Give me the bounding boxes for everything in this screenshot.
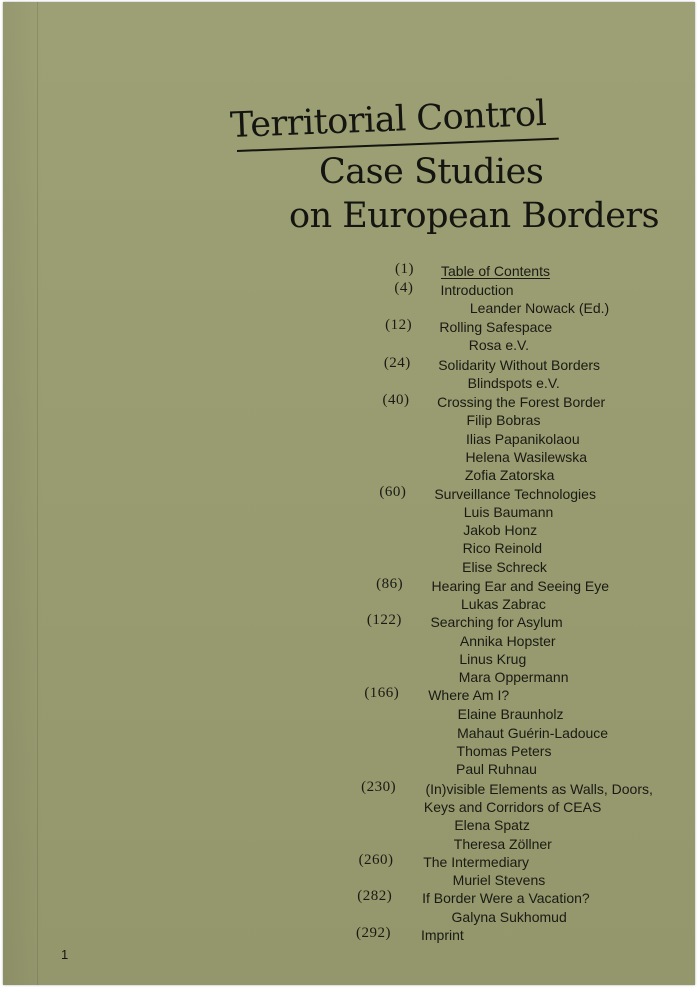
table-of-contents xyxy=(3,2,695,985)
toc-page-number: (12) xyxy=(385,317,413,333)
toc-author: Leander Nowack (Ed.) xyxy=(469,300,610,316)
toc-author: Lukas Zabrac xyxy=(461,596,546,612)
book-page xyxy=(3,2,695,985)
toc-page-number: (292) xyxy=(356,925,391,941)
toc-author: Blindspots e.V. xyxy=(467,375,560,391)
toc-entry-title: Where Am I? xyxy=(428,687,510,703)
toc-author: Thomas Peters xyxy=(456,743,552,759)
toc-page-number: (230) xyxy=(361,779,397,795)
toc-author: Zofia Zatorska xyxy=(464,467,555,483)
toc-entry-title: (In)visible Elements as Walls, Doors, xyxy=(425,781,653,797)
title-line-1: Territorial Control xyxy=(229,93,547,146)
toc-page-number: (60) xyxy=(379,484,407,500)
toc-author: Luis Baumann xyxy=(463,504,554,520)
toc-page-number: (4) xyxy=(394,280,414,296)
toc-author: Mara Oppermann xyxy=(458,669,569,685)
title-line-3: on European Borders xyxy=(289,196,660,236)
toc-page-number: (40) xyxy=(382,392,410,408)
toc-entry-title: If Border Were a Vacation? xyxy=(422,890,590,906)
toc-page-number: (1) xyxy=(395,261,414,277)
toc-page-number: (86) xyxy=(376,576,404,592)
toc-author: Rosa e.V. xyxy=(468,337,529,353)
toc-author: Ilias Papanikolaou xyxy=(466,431,580,447)
toc-page-number: (24) xyxy=(383,355,411,371)
toc-author: Elise Schreck xyxy=(462,559,547,575)
toc-author: Elena Spatz xyxy=(454,817,530,833)
toc-author: Mahaut Guérin-Ladouce xyxy=(457,725,609,741)
toc-author: Muriel Stevens xyxy=(452,872,546,888)
toc-author: Paul Ruhnau xyxy=(456,761,537,777)
toc-author: Helena Wasilewska xyxy=(465,449,588,465)
toc-entry-title: Imprint xyxy=(421,927,464,943)
toc-entry-title: Solidarity Without Borders xyxy=(438,357,601,373)
toc-entry-title: Table of Contents xyxy=(441,263,550,279)
toc-entry-title: Searching for Asylum xyxy=(430,614,563,630)
toc-author: Elaine Braunholz xyxy=(457,706,564,722)
toc-author: Filip Bobras xyxy=(466,412,541,428)
toc-entry-title: Keys and Corridors of CEAS xyxy=(423,799,602,815)
toc-entry-title: Rolling Safespace xyxy=(439,319,553,335)
toc-page-number: (166) xyxy=(364,685,400,701)
toc-entry-title: Surveillance Technologies xyxy=(434,486,596,502)
toc-author: Linus Krug xyxy=(459,651,527,667)
toc-entry-title: The Intermediary xyxy=(423,854,530,870)
toc-page-number: (260) xyxy=(358,852,394,868)
toc-author: Theresa Zöllner xyxy=(453,836,552,852)
toc-author: Annika Hopster xyxy=(459,633,556,649)
toc-page-number: (122) xyxy=(366,612,402,628)
title-line-2: Case Studies xyxy=(319,152,544,192)
toc-page-number: (282) xyxy=(357,888,393,904)
page-number: 1 xyxy=(61,947,69,962)
toc-author: Rico Reinold xyxy=(462,540,543,556)
toc-author: Galyna Sukhomud xyxy=(451,909,567,925)
toc-author: Jakob Honz xyxy=(463,522,538,538)
toc-entry-title: Introduction xyxy=(440,282,514,298)
toc-entry-title: Hearing Ear and Seeing Eye xyxy=(431,578,609,594)
toc-entry-title: Crossing the Forest Border xyxy=(437,394,606,410)
